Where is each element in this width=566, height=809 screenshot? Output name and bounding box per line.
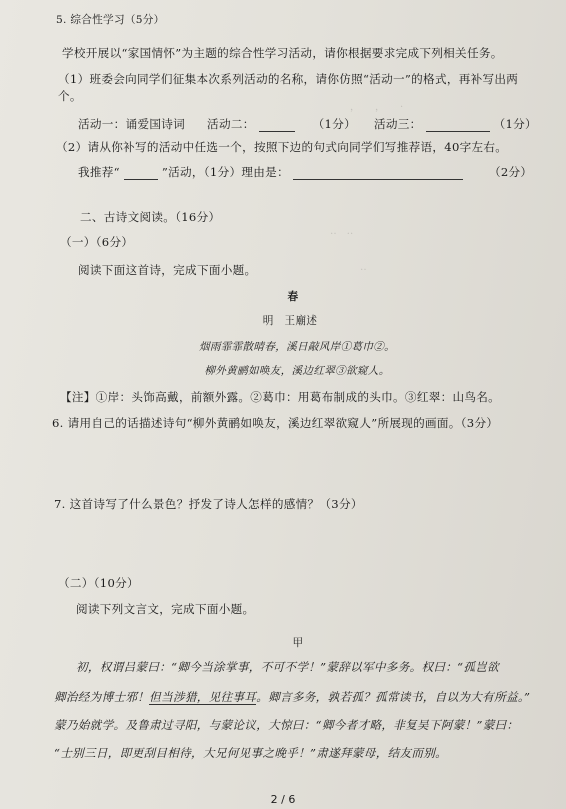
passage-line-4: “士别三日，即更刮目相待，大兄何见事之晚乎！”肃遂拜蒙母，结友而别。 [54, 746, 448, 760]
recommend-prefix: 我推荐“ [78, 165, 120, 179]
activity-three-label: 活动三： [373, 117, 422, 131]
passage-line-2-c: 。卿言多务，孰若孤？孤常读书，自以为大有所益。” [256, 690, 531, 704]
passage-line-2-a: 卿治经为博士邪！ [54, 690, 150, 704]
passage-line-2 [54, 690, 530, 705]
activity-two-blank[interactable] [259, 131, 295, 132]
part-2-instruction: 阅读下列文言文，完成下面小题。 [76, 602, 255, 616]
question-5-2-prompt: （2）请从你补写的活动中任选一个，按照下边的句式向同学们写推荐语，40字左右。 [56, 140, 508, 154]
question-5-1-prompt-cont: 个。 [58, 89, 82, 103]
poem-line-2: 柳外黄鹂如唤友，溪边红翠③欲窥人。 [204, 365, 390, 377]
passage-line-3: 蒙乃始就学。及鲁肃过寻阳，与蒙论议，大惊曰：“卿今者才略，非复吴下阿蒙！”蒙曰： [54, 718, 519, 732]
recommend-activity-blank[interactable] [124, 179, 158, 180]
poem-title: 春 [287, 291, 299, 303]
question-7: 7. 这首诗写了什么景色？抒发了诗人怎样的感情？（3分） [54, 497, 363, 511]
bleed-through-text: ‥ ‥ [330, 226, 354, 237]
passage-line-1: 初，权谓吕蒙曰：“卿今当涂掌事，不可不学！”蒙辞以军中多务。权曰：“孤岂欲 [76, 660, 500, 674]
activity-three-blank[interactable] [426, 131, 490, 132]
page-number: 2 / 6 [270, 793, 296, 806]
activity-one: 活动一：诵爱国诗词 [78, 117, 186, 131]
recommend-reason-blank[interactable] [293, 179, 463, 180]
activity-two-label: 活动二： [207, 117, 255, 131]
recommend-row [78, 165, 532, 180]
part-1-label: （一）（6分） [60, 235, 134, 249]
question-5-1-prompt: （1）班委会向同学们征集本次系列活动的名称，请你仿照“活动一”的格式，再补写出两 [58, 72, 519, 86]
question-6: 6. 请用自己的话描述诗句“柳外黄鹂如唤友，溪边红翠欲窥人”所展现的画面。（3分） [52, 416, 499, 430]
recommend-points: （2分） [488, 165, 533, 179]
poem-author: 明 王廟述 [262, 315, 318, 327]
question-5-intro: 学校开展以“家国情怀”为主题的综合性学习活动，请你根据要求完成下列相关任务。 [62, 46, 503, 60]
poem-note: 【注】①岸：头饰高戴，前额外露。②葛巾：用葛布制成的头巾。③红翠：山鸟名。 [60, 390, 501, 404]
recommend-reason-label: ”活动，（1分）理由是： [161, 165, 289, 179]
part-2-label: （二）（10分） [58, 576, 139, 590]
activity-row [78, 117, 537, 132]
activity-three-points: （1分） [493, 117, 537, 131]
section-2-heading: 二、古诗文阅读。（16分） [80, 210, 221, 224]
part-1-instruction: 阅读下面这首诗，完成下面小题。 [78, 263, 257, 277]
bleed-through-text: ， ， · [350, 102, 404, 113]
question-5-title: 5. 综合性学习（5分） [56, 14, 165, 26]
passage-jia-label: 甲 [292, 637, 304, 649]
poem-line-1: 烟雨霏霏散晴春，溪日敲风岸①葛巾②。 [198, 341, 396, 353]
bleed-through-text: ‥ [360, 262, 367, 273]
activity-two-points: （1分） [312, 117, 356, 131]
passage-underlined-sentence: 但当涉猎，见往事耳 [149, 690, 257, 704]
